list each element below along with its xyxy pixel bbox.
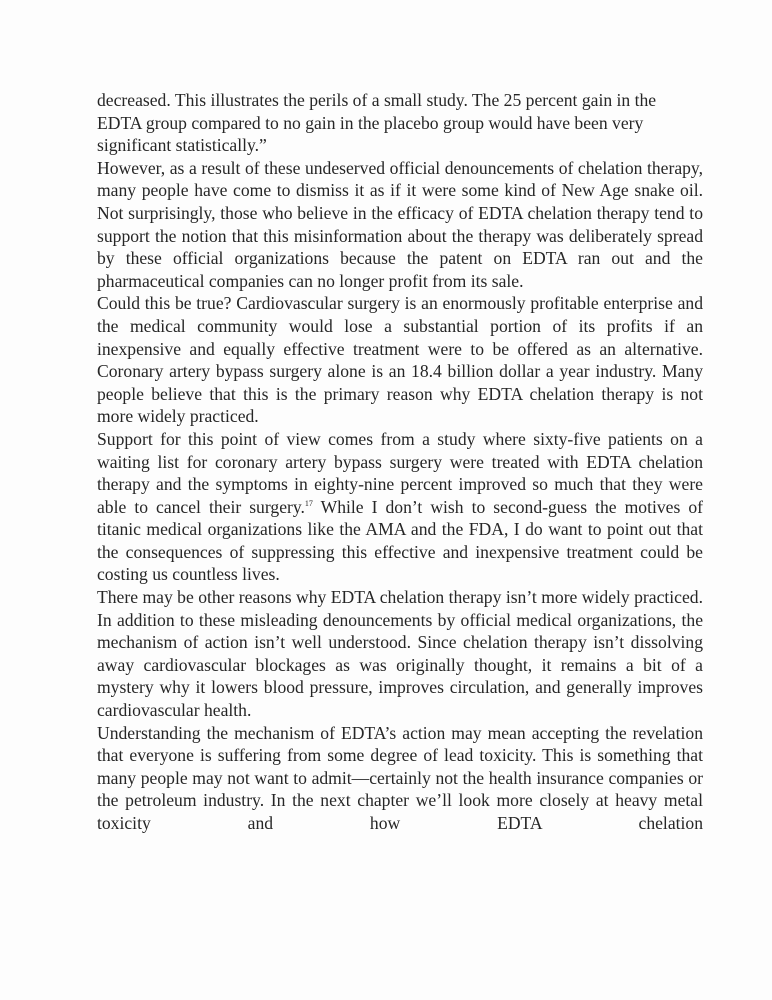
paragraph-denouncements: However, as a result of these undeserved official denouncements of chelation therapy, many people have come to dismiss it as if it were some kind of New Age snake oil. Not surprisingly, those who believe in the efficacy of EDTA chelation therapy tend to support the notion that this misinformation about the therapy was deliberately spread by these official organizations because the patent on EDTA ran out and the pharmaceutical companies can no longer profit from its sale. [97,157,703,291]
paragraph-other-reasons: There may be other reasons why EDTA chelation therapy isn’t more widely practiced. In addition to these misleading denouncements by official medical organizations, the mechanism of action isn’t well understood. Since chelation therapy isn’t dissolving away cardiovascular blockages as was originally thought, it remains a bit of a mystery why it lowers blood pressure, improves circulation, and generally improves cardiovascular health. [97,587,703,721]
paragraph-continued-quote: decreased. This illustrates the perils of a small study. The 25 percent gain in the EDTA group compared to no gain in the placebo group would have been very significant statistically.” [97,90,657,156]
footnote-marker: 17 [304,498,313,508]
paragraph-bypass-study [97,428,703,586]
paragraph-bypass-study-text: Support for this point of view comes from a study where sixty-five patients on a waiting list for coronary artery bypass surgery were treated with EDTA chelation therapy and the symptoms in eighty-nine percent improved so much that they were able to cancel their surgery. [97,428,703,517]
paragraph-cardiovascular-surgery: Could this be true? Cardiovascular surgery is an enormously profitable enterprise and the medical community would lose a substantial portion of its profits if an inexpensive and equally effective treatment were to be offered as an alternative. Coronary artery bypass surgery alone is an 18.4 billion dollar a year industry. Many people believe that this is the primary reason why EDTA chelation therapy is not more widely practiced. [97,293,703,427]
paragraph-lead-toxicity: Understanding the mechanism of EDTA’s action may mean accepting the revelation that everyone is suffering from some degree of lead toxicity. This is something that many people may not want to admit—certainly not the health insurance companies or the petroleum industry. In the next chapter we’ll look more closely at heavy metal toxicity and how EDTA chelation [97,722,703,833]
paragraph-bypass-study-continued: While I don’t wish to second-guess the motives of titanic medical organizations like the AMA and the FDA, I do want to point out that the consequences of suppressing this effective and inexpensive treatment could be costing us countless lives. [97,496,703,585]
page-body [97,89,703,835]
